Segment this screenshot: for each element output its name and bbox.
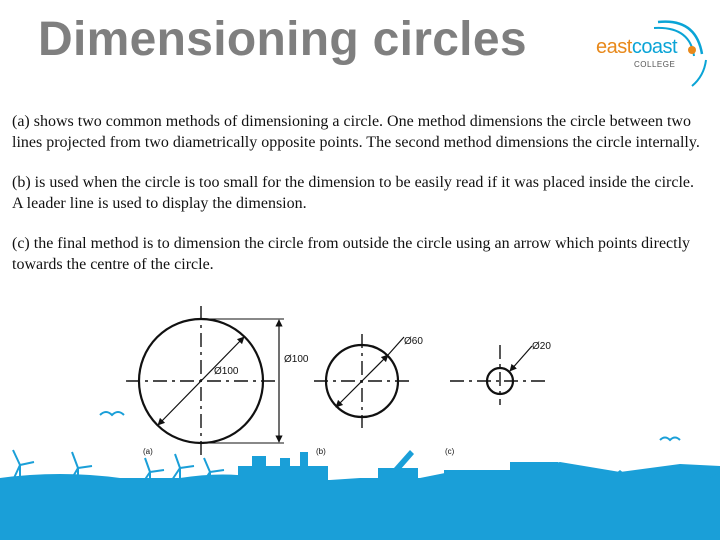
slide-title: Dimensioning circles <box>38 13 527 66</box>
diagram-c <box>450 345 550 405</box>
skyline-silhouette <box>0 450 720 540</box>
diagram-a <box>126 306 284 456</box>
label-a: (a) <box>143 447 153 456</box>
dim-label-c: Ø20 <box>532 341 551 352</box>
dimensioning-figure <box>0 300 720 540</box>
label-c: (c) <box>445 447 455 456</box>
slide-body <box>12 111 702 294</box>
dim-label-b: Ø60 <box>404 336 423 347</box>
logo-word-coast: coast <box>631 36 678 58</box>
dim-label-a-internal: Ø100 <box>214 366 239 377</box>
label-b: (b) <box>316 447 326 456</box>
paragraph-c: (c) the final method is to dimension the circle from outside the circle using an arrow which points directly towards the centre of the circle. <box>12 235 691 273</box>
paragraph-a: (a) shows two common methods of dimensioning a circle. One method dimensions the circle between two lines projected from two diametrically opposite points. The second method dimensions the circle internally. <box>12 113 700 151</box>
diagram-b <box>314 334 410 428</box>
dim-label-a-external: Ø100 <box>284 354 309 365</box>
east-coast-college-logo <box>596 14 712 92</box>
logo-subtitle: COLLEGE <box>634 60 676 69</box>
logo-word-east: east <box>596 36 632 58</box>
paragraph-b: (b) is used when the circle is too small for the dimension to be easily read if it was placed inside the circle. A leader line is used to display the dimension. <box>12 174 695 212</box>
